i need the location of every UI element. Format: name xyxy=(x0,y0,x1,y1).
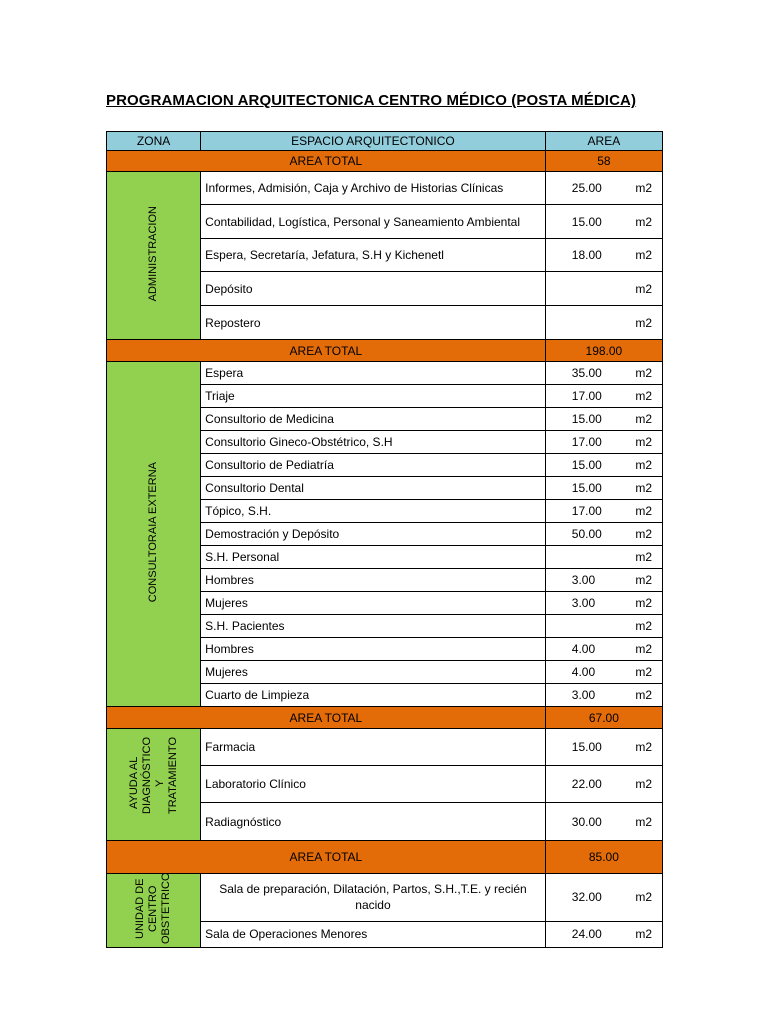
header-espacio: ESPACIO ARQUITECTONICO xyxy=(201,132,546,151)
table-row xyxy=(107,172,663,205)
area-value: 18.00 xyxy=(571,248,602,262)
area-value: 3.00 xyxy=(571,688,596,702)
espacio-cell: Depósito xyxy=(201,272,546,306)
area-cell xyxy=(545,454,662,477)
area-cell xyxy=(545,239,662,272)
area-value: 3.00 xyxy=(571,573,596,587)
area-unit: m2 xyxy=(635,688,652,702)
area-cell xyxy=(545,592,662,615)
zone-label: UNIDAD DE CENTRO OBSTETRICO xyxy=(134,872,173,944)
espacio-cell: Repostero xyxy=(201,306,546,340)
header-zona: ZONA xyxy=(107,132,201,151)
zone-cell xyxy=(107,874,201,948)
espacio-cell: Triaje xyxy=(201,385,546,408)
zone-label: ADMINISTRACION xyxy=(147,206,160,302)
area-unit: m2 xyxy=(635,550,652,564)
area-unit: m2 xyxy=(635,665,652,679)
espacio-cell: Laboratorio Clínico xyxy=(201,766,546,803)
area-total-label: AREA TOTAL xyxy=(107,340,546,362)
area-value: 17.00 xyxy=(571,435,602,449)
area-cell xyxy=(545,205,662,239)
espacio-cell: Consultorio de Pediatría xyxy=(201,454,546,477)
espacio-cell: Cuarto de Limpieza xyxy=(201,684,546,707)
espacio-cell: Hombres xyxy=(201,638,546,661)
area-total-value: 85.00 xyxy=(545,841,662,874)
area-value: 24.00 xyxy=(571,927,602,942)
area-unit: m2 xyxy=(635,777,652,791)
area-cell xyxy=(545,523,662,546)
zone-cell xyxy=(107,729,201,841)
area-value: 17.00 xyxy=(571,389,602,403)
area-total-value: 58 xyxy=(545,151,662,172)
espacio-cell: Consultorio Dental xyxy=(201,477,546,500)
area-unit: m2 xyxy=(635,412,652,426)
zone-cell xyxy=(107,172,201,340)
area-cell xyxy=(545,638,662,661)
area-total-row xyxy=(107,340,663,362)
espacio-cell: Consultorio de Medicina xyxy=(201,408,546,431)
espacio-cell: Espera xyxy=(201,362,546,385)
area-value: 4.00 xyxy=(571,642,596,656)
area-total-label: AREA TOTAL xyxy=(107,707,546,729)
espacio-cell: S.H. Pacientes xyxy=(201,615,546,638)
area-total-value: 198.00 xyxy=(545,340,662,362)
area-unit: m2 xyxy=(635,435,652,449)
area-unit: m2 xyxy=(635,481,652,495)
area-unit: m2 xyxy=(635,814,652,829)
table-row xyxy=(107,362,663,385)
area-value: 17.00 xyxy=(571,504,602,518)
area-unit: m2 xyxy=(635,181,652,195)
area-cell xyxy=(545,477,662,500)
area-unit: m2 xyxy=(635,389,652,403)
area-cell xyxy=(545,569,662,592)
table-row xyxy=(107,874,663,922)
area-cell xyxy=(545,431,662,454)
area-value: 50.00 xyxy=(571,527,602,541)
area-value: 15.00 xyxy=(571,740,602,754)
area-value: 30.00 xyxy=(571,814,602,829)
table-header-row xyxy=(107,132,663,151)
program-table xyxy=(106,131,663,948)
area-cell xyxy=(545,172,662,205)
area-cell xyxy=(545,500,662,523)
zone-label: AYUDA AL DIAGNÓSTICO Y TRATAMIENTO xyxy=(127,736,179,814)
espacio-cell: Consultorio Gineco-Obstétrico, S.H xyxy=(201,431,546,454)
area-unit: m2 xyxy=(635,315,652,330)
area-total-label: AREA TOTAL xyxy=(107,151,546,172)
espacio-cell: S.H. Personal xyxy=(201,546,546,569)
area-unit: m2 xyxy=(635,366,652,380)
area-value: 32.00 xyxy=(571,890,602,905)
area-value: 15.00 xyxy=(571,458,602,472)
area-cell xyxy=(545,306,662,340)
area-unit: m2 xyxy=(635,281,652,296)
area-unit: m2 xyxy=(635,927,652,942)
area-unit: m2 xyxy=(635,573,652,587)
area-value: 35.00 xyxy=(571,366,602,380)
area-total-row xyxy=(107,707,663,729)
area-cell xyxy=(545,729,662,766)
area-value: 15.00 xyxy=(571,214,602,229)
area-unit: m2 xyxy=(635,740,652,754)
area-unit: m2 xyxy=(635,642,652,656)
area-value: 15.00 xyxy=(571,481,602,495)
zone-cell xyxy=(107,362,201,707)
area-value: 4.00 xyxy=(571,665,596,679)
area-value: 3.00 xyxy=(571,596,596,610)
espacio-cell: Demostración y Depósito xyxy=(201,523,546,546)
area-cell xyxy=(545,661,662,684)
zone-label: CONSULTORAIA EXTERNA xyxy=(147,462,160,603)
area-unit: m2 xyxy=(635,596,652,610)
area-unit: m2 xyxy=(635,458,652,472)
table-row xyxy=(107,729,663,766)
area-cell xyxy=(545,684,662,707)
area-unit: m2 xyxy=(635,504,652,518)
area-cell xyxy=(545,546,662,569)
area-value: 25.00 xyxy=(571,181,602,195)
page-title: PROGRAMACION ARQUITECTONICA CENTRO MÉDICO (POSTA MÉDICA) xyxy=(106,92,637,109)
area-unit: m2 xyxy=(635,527,652,541)
espacio-cell: Sala de preparación, Dilatación, Partos, S.H.,T.E. y recién nacido xyxy=(201,874,546,922)
espacio-cell: Sala de Operaciones Menores xyxy=(201,921,546,947)
area-cell xyxy=(545,921,662,947)
area-total-row xyxy=(107,151,663,172)
area-unit: m2 xyxy=(635,248,652,262)
espacio-cell: Informes, Admisión, Caja y Archivo de Historias Clínicas xyxy=(201,172,546,205)
espacio-cell: Farmacia xyxy=(201,729,546,766)
header-area: AREA xyxy=(545,132,662,151)
area-cell xyxy=(545,385,662,408)
area-cell xyxy=(545,766,662,803)
area-total-row xyxy=(107,841,663,874)
espacio-cell: Contabilidad, Logística, Personal y Saneamiento Ambiental xyxy=(201,205,546,239)
area-unit: m2 xyxy=(635,619,652,633)
espacio-cell: Espera, Secretaría, Jefatura, S.H y Kichenetl xyxy=(201,239,546,272)
area-unit: m2 xyxy=(635,214,652,229)
area-unit: m2 xyxy=(635,890,652,905)
area-cell xyxy=(545,272,662,306)
espacio-cell: Tópico, S.H. xyxy=(201,500,546,523)
area-value: 22.00 xyxy=(571,777,602,791)
area-total-label: AREA TOTAL xyxy=(107,841,546,874)
area-cell xyxy=(545,615,662,638)
area-value: 15.00 xyxy=(571,412,602,426)
area-cell xyxy=(545,362,662,385)
espacio-cell: Radiagnóstico xyxy=(201,803,546,841)
area-total-value: 67.00 xyxy=(545,707,662,729)
area-cell xyxy=(545,874,662,922)
espacio-cell: Mujeres xyxy=(201,661,546,684)
area-cell xyxy=(545,408,662,431)
espacio-cell: Mujeres xyxy=(201,592,546,615)
area-cell xyxy=(545,803,662,841)
espacio-cell: Hombres xyxy=(201,569,546,592)
